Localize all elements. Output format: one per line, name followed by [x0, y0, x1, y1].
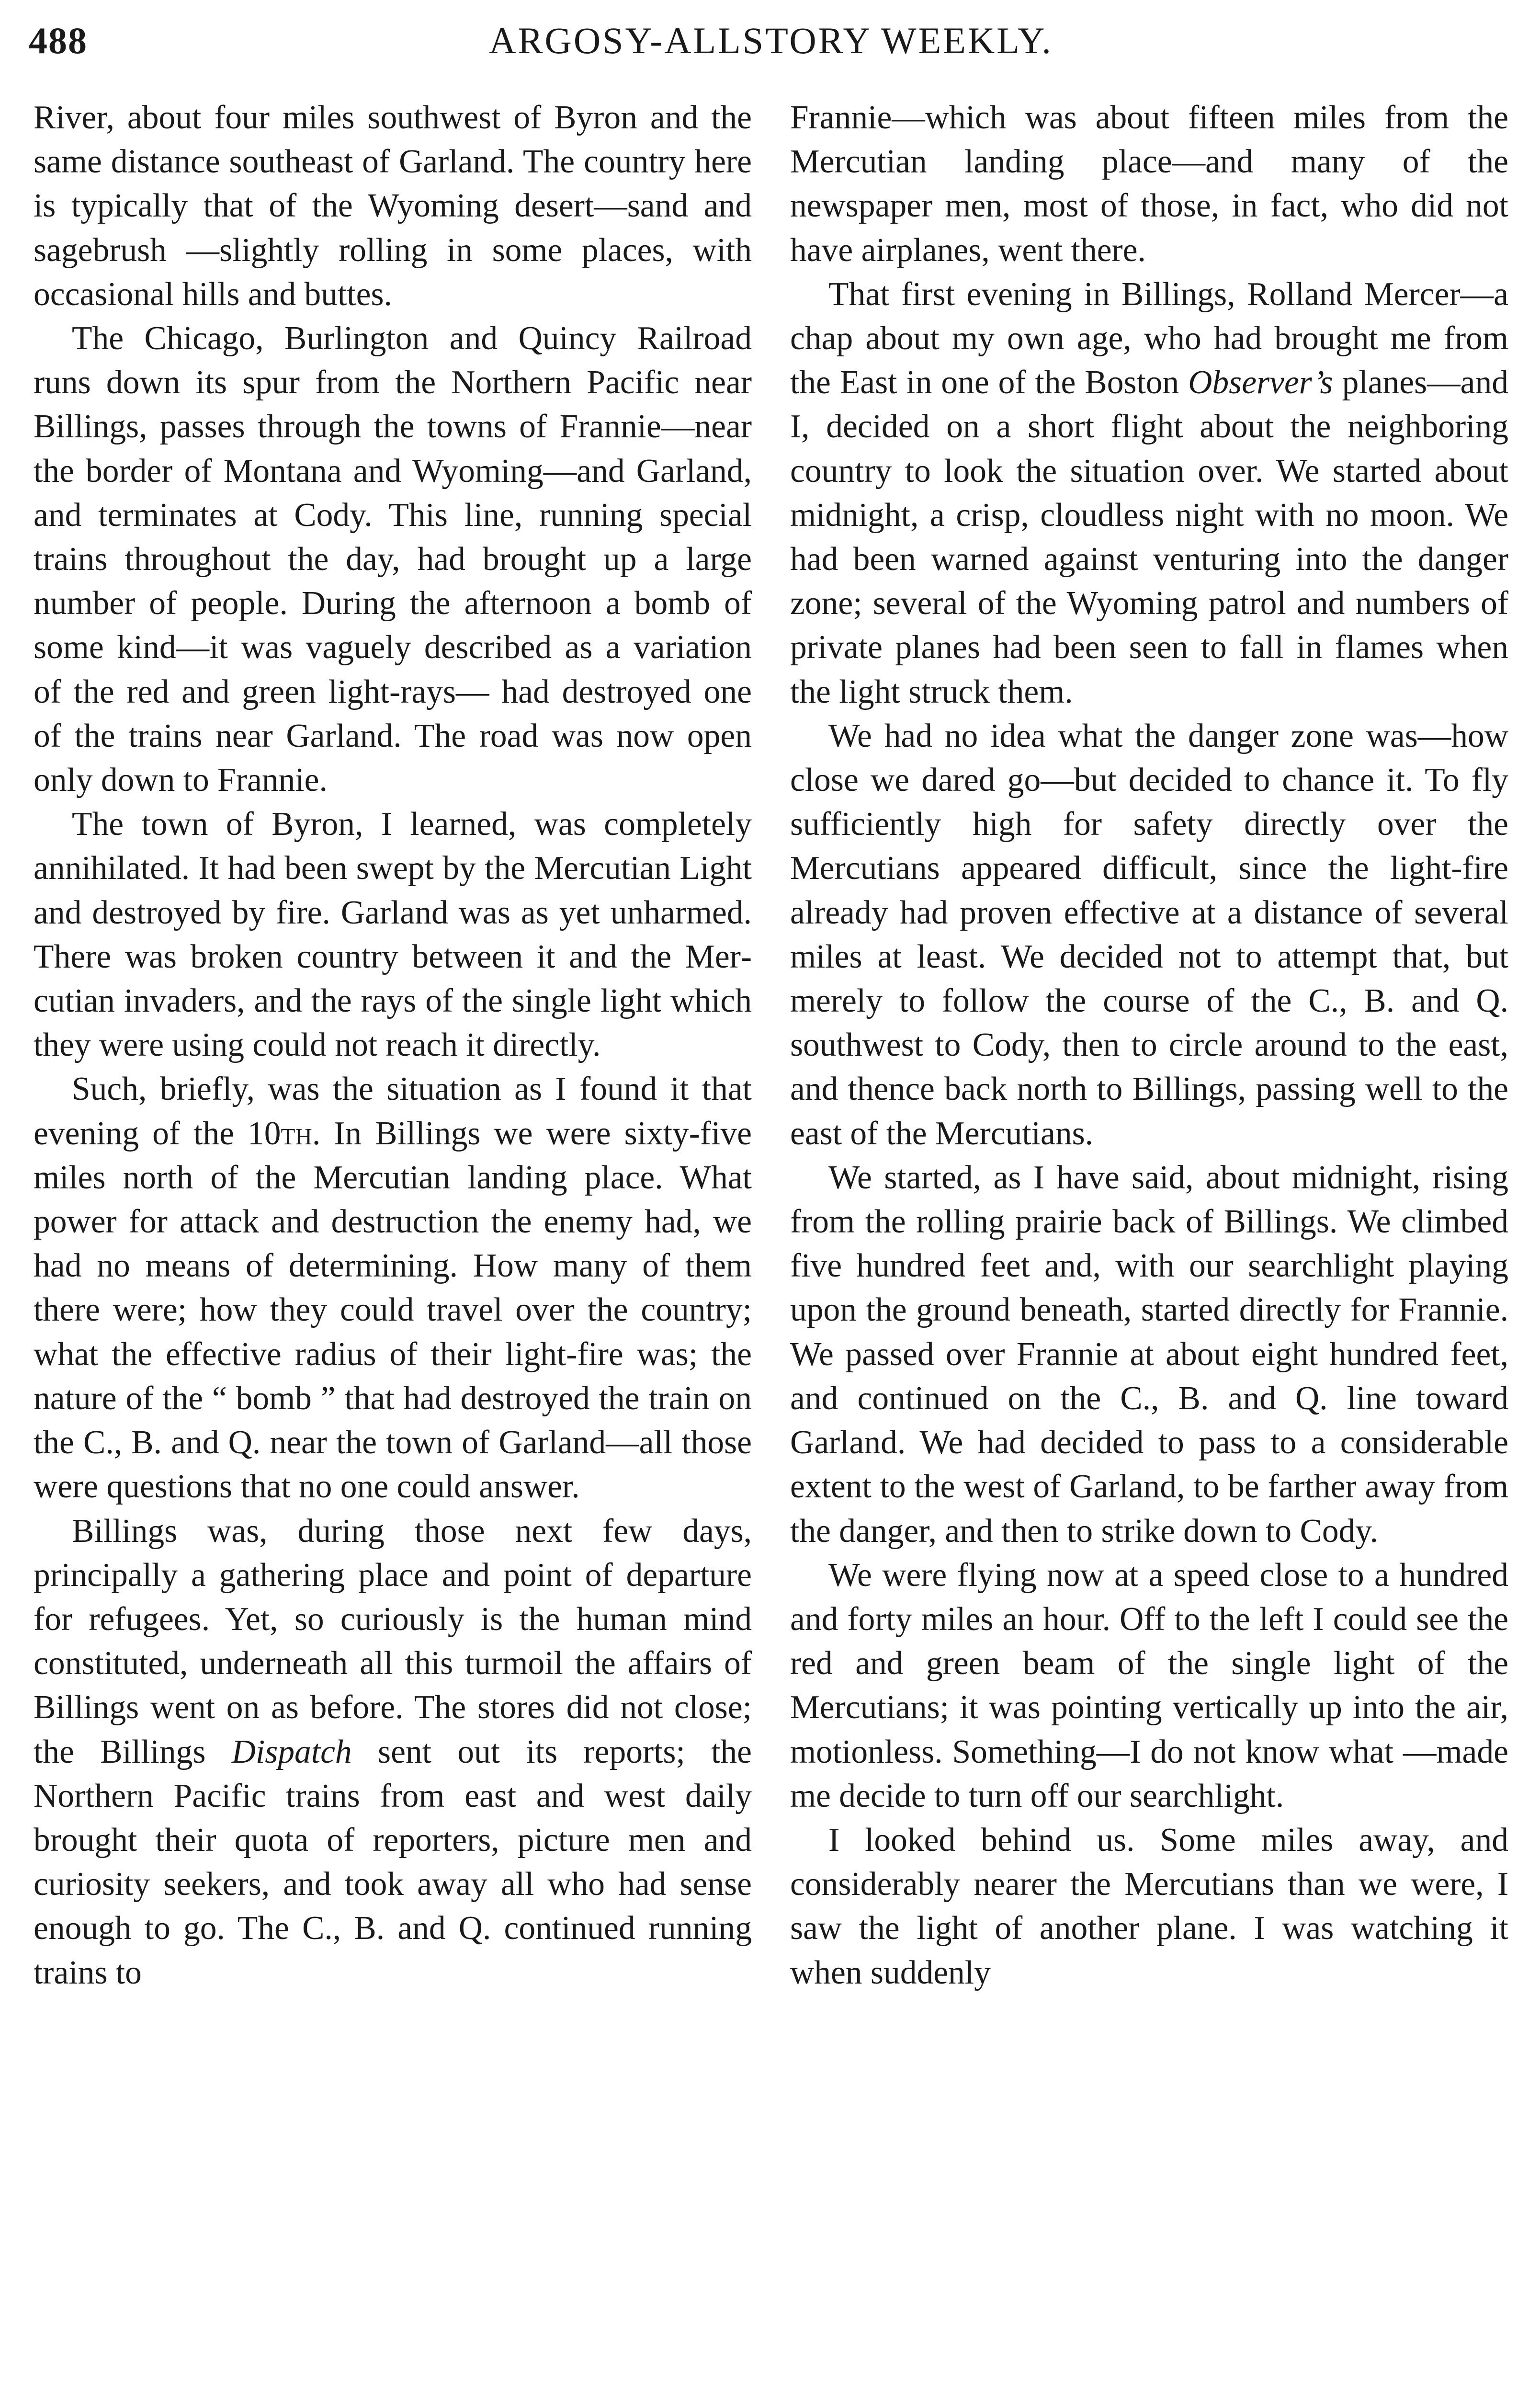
paragraph: River, about four miles southwest of Byron and the same distance southeast of Garland. The country here is typically that of the Wyoming desert—sand and sagebrush —slightly rolling in some places, with occasional hills and buttes. [34, 99, 752, 313]
page-number: 488 [29, 20, 88, 61]
paragraph [34, 1067, 752, 1509]
text-run: sent out its reports; the Northern Pacific trains from east and west daily brought their quota of reporters, picture men and curiosity seekers, and took away all who had sense enough to go. The C., B. and Q. continued running trains to [34, 1733, 752, 1991]
text-run: Billings was, during those next few days, principally a gathering place and point of departure for refugees. Yet, so curiously is the human mind constituted, underneath all this turmoil the affairs of Billings went on as before. The stores did not close; the Billings [34, 1512, 752, 1770]
ordinal-date: 10th [248, 1115, 312, 1152]
paragraph: We were flying now at a speed close to a hundred and forty miles an hour. Off to the left I could see the red and green beam of the single light of the Mercutians; it was pointing vertically up into the air, motionless. Something—I do not know what —made me decide to turn off our searchlight. [790, 1556, 1508, 1814]
paragraph: I looked behind us. Some miles away, and considerably nearer the Mercutians than we were, I saw the light of another plane. I was watching it when suddenly [790, 1821, 1508, 1991]
newspaper-title: Dispatch [231, 1733, 352, 1770]
paragraph: The town of Byron, I learned, was completely annihilated. It had been swept by the Mercutian Light and destroyed by fire. Garland was as yet unharmed. There was broken country between it and the Mercutian invaders, and the rays of the single light which they were using could not reach it directly. [34, 806, 752, 1064]
paragraph: The Chicago, Burlington and Quincy Railroad runs down its spur from the Northern Pacific near Billings, passes through the towns of Frannie—near the border of Montana and Wyoming—and Garland, and terminates at Cody. This line, running special trains throughout the day, had brought up a large number of people. During the afternoon a bomb of some kind—it was vaguely described as a variation of the red and green light-rays— had destroyed one of the trains near Garland. The road was now open only down to Frannie. [34, 320, 752, 799]
left-column [34, 96, 752, 1995]
right-column [790, 96, 1508, 1995]
running-title: ARGOSY-ALLSTORY WEEKLY. [489, 20, 1053, 61]
text-run: planes—and I, decided on a short flight about the neighboring country to look the situation over. We started about midnight, a crisp, cloudless night with no moon. We had been warned against venturing into the danger zone; several of the Wyoming patrol and numbers of private planes had been seen to fall in flames when the light struck them. [790, 364, 1508, 710]
text-run: That first evening in Billings, Rolland Mercer—a chap about my own age, who had brought me from the East in one of the Boston [790, 275, 1508, 401]
paragraph: We started, as I have said, about midnight, rising from the rolling prairie back of Billings. We climbed five hundred feet and, with our searchlight playing upon the ground beneath, started directly for Frannie. We passed over Frannie at about eight hundred feet, and continued on the C., B. and Q. line toward Garland. We had decided to pass to a considerable extent to the west of Garland, to be farther away from the danger, and then to strike down to Cody. [790, 1159, 1508, 1550]
page-header [29, 19, 1513, 72]
paragraph [34, 1509, 752, 1995]
paragraph [790, 273, 1508, 714]
newspaper-title: Observer’s [1188, 364, 1333, 401]
paragraph: We had no idea what the danger zone was—how close we dared go—but decided to chance it. To fly sufficiently high for safety directly over the Mercutians appeared difficult, since the light-fire already had proven effective at a distance of several miles at least. We decided not to attempt that, but merely to follow the course of the C., B. and Q. southwest to Cody, then to circle around to the east, and thence back north to Billings, passing well to the east of the Mercutians. [790, 717, 1508, 1152]
paragraph: Frannie—which was about fifteen miles from the Mercutian landing place—and many of the newspaper men, most of those, in fact, who did not have airplanes, went there. [790, 99, 1508, 269]
text-run: Such, briefly, was the situation as I found it that evening of the [34, 1071, 752, 1152]
text-run: . In Billings we were sixty-five miles north of the Mercutian landing place. What power for attack and destruction the enemy had, we had no means of determining. How many of them there were; how they could travel over the country; what the effective radius of their light-fire was; the nature of the “ bomb ” that had destroyed the train on the C., B. and Q. near the town of Garland—all those were questions that no one could answer. [34, 1115, 752, 1505]
